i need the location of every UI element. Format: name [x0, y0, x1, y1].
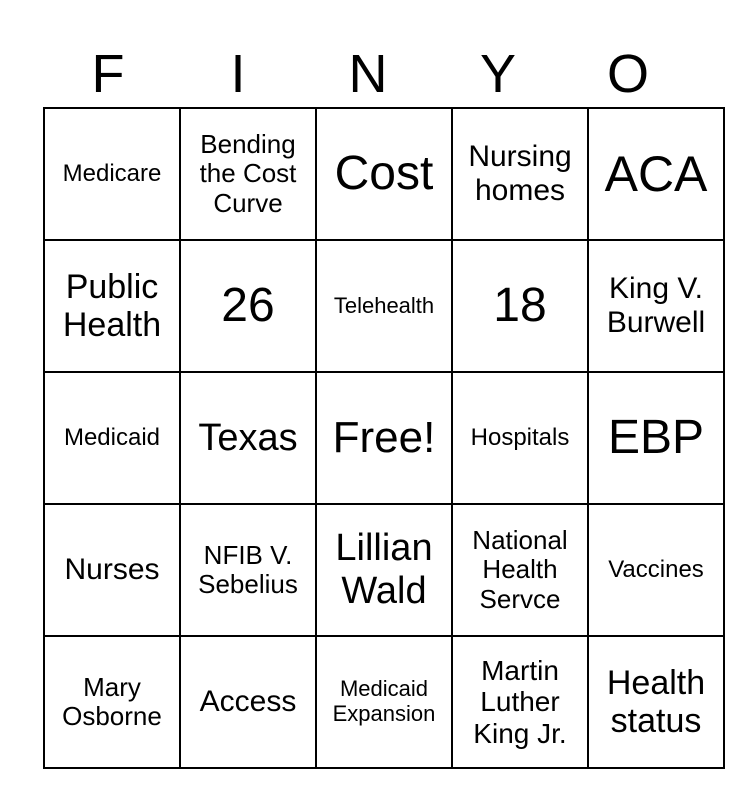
bingo-cell[interactable]: [180, 240, 316, 372]
cell-label: ACA: [604, 146, 708, 202]
bingo-cell[interactable]: [452, 240, 588, 372]
bingo-cell[interactable]: [588, 240, 724, 372]
header-letter-i: I: [230, 44, 246, 104]
cell-label: Health status: [606, 663, 706, 740]
bingo-cell[interactable]: [44, 636, 180, 768]
board-row: [44, 504, 724, 636]
header-letter-o: O: [606, 44, 649, 104]
bingo-cell[interactable]: [180, 108, 316, 240]
bingo-cell[interactable]: [44, 108, 180, 240]
cell-label: 26: [221, 279, 275, 333]
cell-label: Access: [199, 685, 297, 719]
board-row: [44, 240, 724, 372]
bingo-cell[interactable]: [452, 636, 588, 768]
bingo-cell[interactable]: [588, 504, 724, 636]
cell-label: Mary Osborne: [62, 671, 162, 731]
bingo-cell[interactable]: [316, 504, 452, 636]
bingo-cell[interactable]: [180, 372, 316, 504]
cell-label: 18: [493, 279, 547, 333]
bingo-cell[interactable]: [588, 108, 724, 240]
bingo-header: [43, 40, 693, 108]
cell-label: King V. Burwell: [606, 272, 706, 339]
bingo-cell[interactable]: [316, 372, 452, 504]
bingo-cell[interactable]: [44, 504, 180, 636]
cell-label: Bending the Cost Curve: [199, 129, 297, 218]
bingo-cell[interactable]: [44, 372, 180, 504]
cell-label: Vaccines: [608, 555, 704, 583]
bingo-cell[interactable]: [180, 504, 316, 636]
cell-label: Medicaid Expansion: [332, 676, 436, 726]
board-row: [44, 636, 724, 768]
bingo-cell[interactable]: [588, 636, 724, 768]
cell-label: Telehealth: [333, 292, 435, 318]
bingo-cell[interactable]: [316, 240, 452, 372]
board-row: [44, 108, 724, 240]
bingo-cell[interactable]: [316, 108, 452, 240]
cell-label: EBP: [607, 411, 705, 465]
cell-label: Public Health: [62, 267, 162, 344]
cell-label: Martin Luther King Jr.: [473, 654, 567, 749]
bingo-board: [43, 107, 725, 769]
cell-label: Cost: [334, 147, 434, 201]
cell-label: NFIB V. Sebelius: [198, 539, 298, 599]
cell-label: National Health Servce: [472, 525, 568, 614]
bingo-cell[interactable]: [180, 636, 316, 768]
board-row: [44, 372, 724, 504]
cell-label: Free!: [332, 413, 436, 463]
cell-label: Nursing homes: [468, 140, 572, 207]
bingo-cell[interactable]: [588, 372, 724, 504]
cell-label: Texas: [198, 416, 298, 459]
cell-label: Medicaid: [63, 423, 161, 451]
cell-label: Lillian Wald: [335, 527, 433, 612]
header-letter-f: F: [91, 44, 125, 104]
bingo-cell[interactable]: [452, 504, 588, 636]
cell-label: Nurses: [64, 553, 160, 587]
cell-label: Medicare: [62, 159, 162, 187]
header-letter-y: Y: [479, 44, 517, 104]
header-letter-n: N: [348, 44, 388, 104]
bingo-cell[interactable]: [44, 240, 180, 372]
bingo-cell[interactable]: [452, 372, 588, 504]
cell-label: Hospitals: [470, 423, 570, 451]
bingo-cell[interactable]: [452, 108, 588, 240]
bingo-cell[interactable]: [316, 636, 452, 768]
